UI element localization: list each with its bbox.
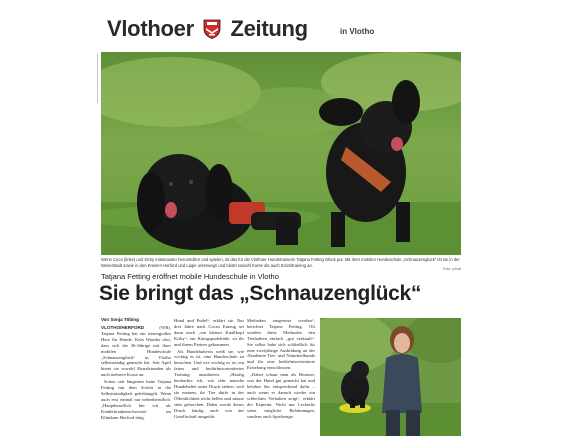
article-kicker: Tatjana Fetting eröffnet mobile Hundeschule in Vlotho [101, 272, 279, 281]
edition-label[interactable]: in Vlotho [340, 27, 375, 36]
paragraph-text: (WB). Tatjana Fetting hat ein riesengroßes Herz für Hunde. Kein Wunder also, dass sich die 36-Jährige mit ihrer mobilen Hundeschule „Schnauzenglück“ in Vlotho selbstständig gemacht hat. Seit April bietet sie sowohl Einzelstunden als auch mehrere Kurse an. [101, 325, 171, 378]
paragraph: Als Hundehalterin weiß sie, wie wichtig es ist, eine Hundeschule zu besuchen. Und wie wichtig es ist, ein faires und bedürfnisorientiertes Training anzubieten. „Häufig beobachte ich, wie sehr manche Hundehalter unter Druck stehen, weil sie meinen, ihr Tier dürfe in der Öffentlichkeit nicht bellen und müsse stets gehorchen. Daher werde dieser Druck häufig auch von der Gesellschaft ausgeübt. [174, 348, 244, 419]
title-word-1: Vlothoer [107, 16, 194, 41]
photo-credit: Foto: privat [443, 267, 461, 271]
paragraph: Hund und Pudel“, erklärt sie. Nur drei Jahre nach Cocos Einzug sei dann noch „ein kleiner Knallkopf Kirby“, ein Königspudelrüde, zu ihr und ihrem Partner gekommen. [174, 318, 244, 347]
article-column-2 [174, 318, 244, 432]
article-column-3 [247, 318, 315, 432]
paragraph [101, 325, 171, 378]
city-crest-icon [203, 19, 221, 39]
page-edge-divider [97, 53, 98, 103]
caption-text: Wenn Coco (links) und Kirby miteinander herumtollen und spielen, ist das für die Vlothoer Hundetrainerin Tatjana Fetting Glück pur. Mit ihrer mobilen Hundeschule „Schnauzenglück“ ist sie in der Weserstadt sowie in den Kreisen Herford und Lippe unterwegs und bietet sowohl Kurse als auch Einzeltraining an. [101, 257, 460, 268]
newspaper-title[interactable] [107, 16, 308, 42]
paragraph: Schon seit längerem hatte Tatjana Fetting mit dem Schritt in die Selbstständigkeit geliebäugelt. Wenn auch erst einmal nur nebenberuflich. „Hauptberuflich bin ich als Kinderkrankenschwester im Klinikum Herford tätig. [101, 379, 171, 420]
title-word-2: Zeitung [230, 16, 308, 41]
article-author: Von Sonja Töbing [101, 317, 139, 322]
masthead [100, 14, 470, 44]
article-column-1 [101, 325, 171, 439]
photo-caption [101, 257, 461, 269]
lead-photo-dogs [101, 52, 461, 255]
paragraph: Methoden eingesetzt werden“, berichtet Tatjana Fetting. Oft würden diese Methoden den Tierhaltern einfach „gut verkauft“. Sie selbst habe sich schließlich für eine zweijährige Ausbildung an der Akademie Tier- und Naturheilkunde und für eine bedürfnisorientierte Erziehung entschlossen. [247, 318, 315, 371]
dateline: VLOTHO/HERFORD [101, 325, 145, 330]
trainer-photo [320, 318, 461, 436]
paragraph: „Dabei schaut man als Besitzer, was der Hund gut gemacht hat und belohnt ihn entsprechend dafür – auch wenn er danach wieder ein schlechtes Verhalten zeigt“, erklärt die Expertin. Nicht nur Leckerlis seien mögliche Belohnungen, sondern auch Spielzeuge. [247, 372, 315, 419]
article-headline: Sie bringt das „Schnauzenglück“ [99, 282, 422, 305]
